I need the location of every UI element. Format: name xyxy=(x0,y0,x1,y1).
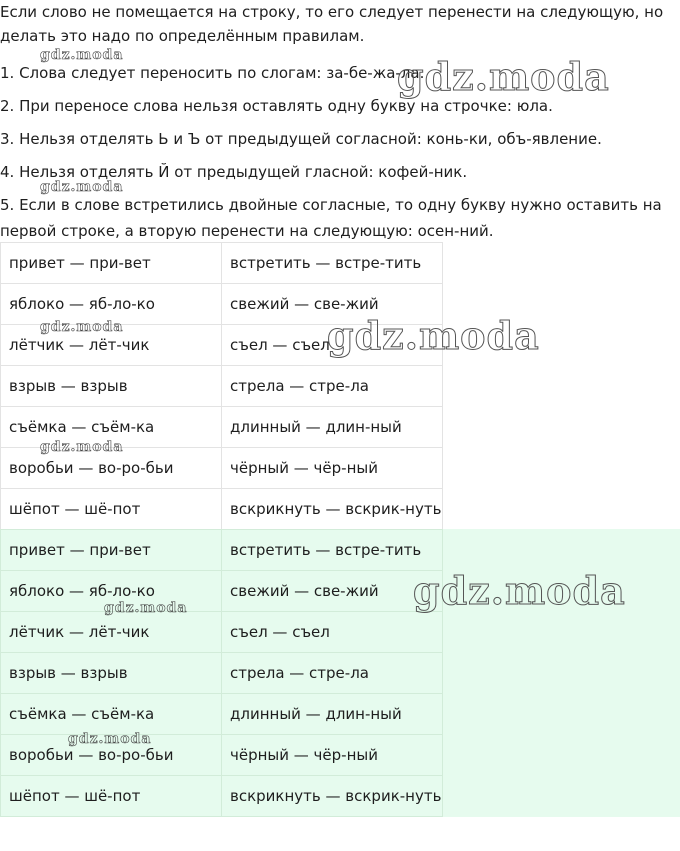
table-cell: стрела — стре-ла xyxy=(222,366,443,407)
table-cell: привет — при-вет xyxy=(1,530,222,571)
table-cell: встретить — встре-тить xyxy=(222,243,443,284)
table-cell: свежий — све-жий xyxy=(222,571,443,612)
watermark: gdz.moda xyxy=(397,54,610,99)
table-cell: чёрный — чёр-ный xyxy=(222,735,443,776)
rule-1: 1. Слова следует переносить по слогам: за-бе-жа-ла. xyxy=(0,64,425,82)
table-cell: лётчик — лёт-чик xyxy=(1,325,222,366)
watermark: gdz.moda xyxy=(40,319,124,335)
intro-line-1: Если слово не помещается на строку, то его следует перенести на следующую, но xyxy=(0,3,664,21)
table-body xyxy=(1,243,443,530)
table-cell: свежий — све-жий xyxy=(222,284,443,325)
table-cell: съёмка — съём-ка xyxy=(1,694,222,735)
table-cell: яблоко — яб-ло-ко xyxy=(1,571,222,612)
hyphenation-table-highlighted xyxy=(0,529,443,817)
table-row xyxy=(1,612,443,653)
rule-3: 3. Нельзя отделять Ь и Ъ от предыдущей согласной: конь-ки, объ-явление. xyxy=(0,130,602,148)
table-cell: шёпот — шё-пот xyxy=(1,776,222,817)
table-cell: лётчик — лёт-чик xyxy=(1,612,222,653)
table-cell: длинный — длин-ный xyxy=(222,694,443,735)
table-cell: чёрный — чёр-ный xyxy=(222,448,443,489)
hyphenation-table xyxy=(0,242,443,530)
rule-4: 4. Нельзя отделять Й от предыдущей гласной: кофей-ник. xyxy=(0,163,468,181)
table-cell: воробьи — во-ро-бьи xyxy=(1,735,222,776)
table-row xyxy=(1,489,443,530)
table-row xyxy=(1,735,443,776)
table-cell: взрыв — взрыв xyxy=(1,366,222,407)
table-row xyxy=(1,243,443,284)
table-cell: съел — съел xyxy=(222,325,443,366)
table-cell: встретить — встре-тить xyxy=(222,530,443,571)
table-row xyxy=(1,530,443,571)
table-cell: шёпот — шё-пот xyxy=(1,489,222,530)
table-cell: вскрикнуть — вскрик-нуть xyxy=(222,776,443,817)
rule-5-cont: первой строке, а вторую перенести на следующую: осен-ний. xyxy=(0,222,494,240)
rule-2: 2. При переносе слова нельзя оставлять одну букву на строчке: юла. xyxy=(0,97,553,115)
table-row xyxy=(1,776,443,817)
table-cell: привет — при-вет xyxy=(1,243,222,284)
table-cell: стрела — стре-ла xyxy=(222,653,443,694)
watermark: gdz.moda xyxy=(40,439,124,455)
table-row xyxy=(1,694,443,735)
table-cell: длинный — длин-ный xyxy=(222,407,443,448)
table-cell: съел — съел xyxy=(222,612,443,653)
table-row xyxy=(1,653,443,694)
table-cell: съёмка — съём-ка xyxy=(1,407,222,448)
watermark: gdz.moda xyxy=(104,600,188,616)
table-body xyxy=(1,530,443,817)
intro-line-2: делать это надо по определённым правилам. xyxy=(0,27,365,45)
table-row xyxy=(1,366,443,407)
intro-text xyxy=(0,0,676,48)
table-cell: воробьи — во-ро-бьи xyxy=(1,448,222,489)
table-cell: яблоко — яб-ло-ко xyxy=(1,284,222,325)
watermark: gdz.moda xyxy=(327,313,540,358)
watermark: gdz.moda xyxy=(40,47,124,63)
watermark: gdz.moda xyxy=(68,731,152,747)
table-row xyxy=(1,571,443,612)
table-cell: вскрикнуть — вскрик-нуть xyxy=(222,489,443,530)
watermark: gdz.moda xyxy=(413,568,626,613)
watermark: gdz.moda xyxy=(40,179,124,195)
table-cell: взрыв — взрыв xyxy=(1,653,222,694)
rule-5: 5. Если в слове встретились двойные согласные, то одну букву нужно оставить на xyxy=(0,196,662,214)
